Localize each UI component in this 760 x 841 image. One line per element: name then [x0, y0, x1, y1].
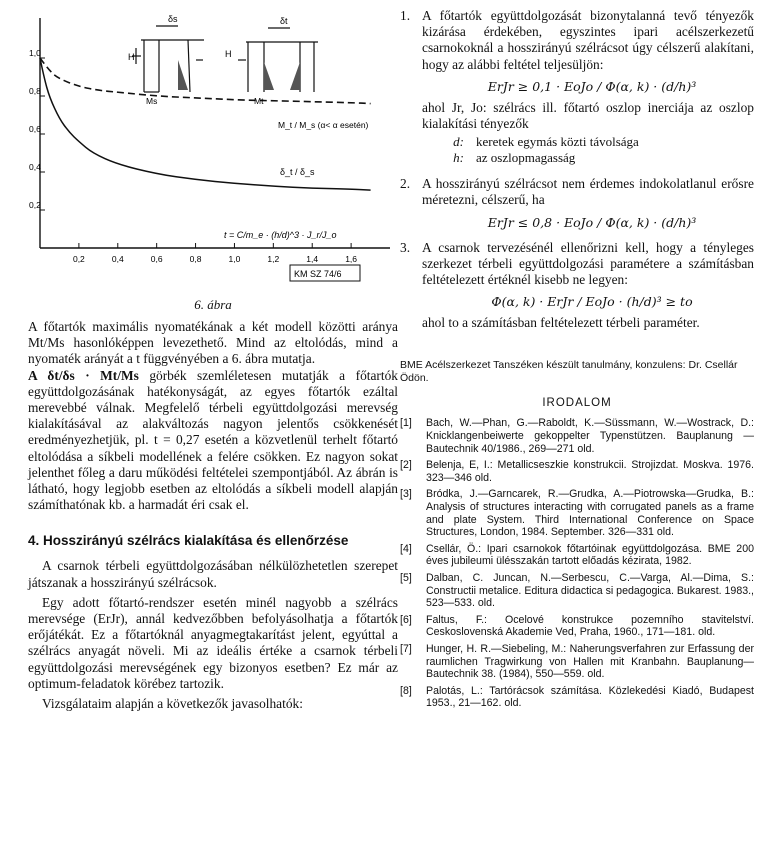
- item-1-number: 1.: [400, 8, 411, 23]
- frame-label-h2: H: [225, 49, 232, 59]
- frame-diagram-right: [238, 28, 318, 92]
- reference-number: [8]: [400, 684, 412, 697]
- item-2: [400, 176, 754, 208]
- paragraph-4: Egy adott főtartó-rendszer esetén minél nagyobb a szélrács merevsége (ErJr), annál kedvezőbben befolyásolhatja a főtartók erőjátékát. Ez a főtartóknál anyagmegtakarítást jelent, egyúttal a szélrács anyagát növeli. Mi az ideális értéke a csarnok térbeli együttdolgozási merevségének egy bizonyos esetben? Ez már az optimum-feladatok körébez tartozik.: [28, 594, 398, 691]
- reference-item: [400, 643, 754, 681]
- reference-item: [400, 543, 754, 568]
- y-tick-label: 0,2: [29, 200, 41, 210]
- y-tick-label: 0,4: [29, 162, 41, 172]
- x-tick-label: 0,8: [189, 254, 202, 264]
- y-tick-label: 1,0: [29, 48, 41, 58]
- y-tick-label: 0,6: [29, 124, 41, 134]
- x-tick-label: 0,4: [111, 254, 124, 264]
- solid-curve-label: δ_t / δ_s: [280, 167, 315, 177]
- paragraph-5: Vizsgálataim alapján a következők javasolhatók:: [42, 696, 303, 712]
- reference-text: Bródka, J.—Garncarek, R.—Grudka, A.—Piotrowska—Grudka, B.: Analysis of structures interacting with corrugated panels as a frame and plate System. Third International Conference on Space Structures, London, 1984. September. 326—331 old.: [426, 488, 754, 539]
- left-column: [28, 0, 398, 712]
- reference-number: [6]: [400, 613, 412, 626]
- legend-row-d: [400, 134, 754, 150]
- reference-item: [400, 417, 754, 455]
- reference-item: [400, 572, 754, 610]
- x-tick-label: 1,0: [228, 254, 241, 264]
- paragraph-1: A főtartók maximális nyomatékának a két modell közötti aránya Mt/Ms hasonlóképpen levezethető. Mind az eltolódás, mind a nyomaték arányát a t függvényében a 6. ábra mutatja.: [28, 319, 398, 367]
- item-1: [400, 8, 754, 73]
- formula-2: ErJr ≤ 0,8 · EoJo / Φ(α, k) · (d/h)³: [487, 214, 697, 230]
- series-line-mt-ms: [40, 58, 371, 104]
- reference-item: [400, 488, 754, 538]
- reference-text: Bach, W.—Phan, G.—Raboldt, K.—Süssmann, W.—Wostrack, D.: Knicklangenbeiwerte gekoppelter Typenstützen. Bauplanung — Bautechnik 40/1986., 269—271 old.: [426, 417, 754, 455]
- references-title: IRODALOM: [542, 397, 612, 410]
- acknowledgement: BME Acélszerkezet Tanszéken készült tanulmány, konzulens: Dr. Csellár Ödön.: [400, 359, 738, 385]
- x-tick-label: 1,4: [306, 254, 319, 264]
- reference-item: [400, 459, 754, 484]
- ahol-3: ahol to a számításban feltételezett térbeli paraméter.: [422, 315, 700, 331]
- paragraph-2-body: görbék szemléletesen mutatják a főtartók együttdolgozásának hatékonyságát, az egyes főtartók ezáltal merevebbé válnak. Megfelelő térbeli együttdolgozási merevség kialakításával az alakváltozás nagyon jelentős csökkenését eredményezhetjük, pl. t = 0,27 esetén a közvetlenül terhelt főtartó eltolódása a síkbeli modellének a felére csökken. Ez nagyon sokat jelenthet főleg a daru működési feltételei szempontjából. Az ábrán is látható, hogy legjobb esetben az eltolódás a síkbeli modell alapján számíthatónak kb. a harmadát éri csak el.: [28, 367, 398, 513]
- right-column: [400, 8, 754, 714]
- frame-label-dt: δt: [280, 16, 288, 26]
- ahol-1: ahol Jr, Jo: szélrács ill. főtartó oszlop inerciája az oszlop kialakítási tényezők: [422, 99, 754, 132]
- reference-number: [4]: [400, 542, 412, 555]
- reference-number: [7]: [400, 642, 412, 655]
- x-tick-label: 0,2: [72, 254, 85, 264]
- item-3-text: A csarnok tervezésénél ellenőrizni kell, hogy a tényleges szerkezet térbeli együttdolgozási paramétere a számításban feltételezett értéknél kisebb ne legyen:: [422, 239, 754, 288]
- paragraph-2: [28, 368, 398, 514]
- frame-label-mt: Mt: [254, 96, 264, 106]
- item-2-text: A hosszirányú szélrácsot nem érdemes indokolatlanul erősre méretezni, célszerű, ha: [422, 176, 754, 208]
- x-tick-label: 1,2: [267, 254, 280, 264]
- item-1-text: A főtartók együttdolgozását bizonytalanná tevő tényezők kizárása érdekében, egyszintes ipari acélszerkezetű csarnokoknál a hosszirányú szélrácsot úgy célszerű alakítani, hogy az alábbi feltétel teljesüljön:: [422, 8, 754, 72]
- legend-text: az oszlopmagasság: [476, 150, 576, 166]
- item-2-number: 2.: [400, 176, 411, 192]
- x-tick-label: 0,6: [150, 254, 163, 264]
- reference-text: Belenja, E, I.: Metallicseszkie konstrukcii. Strojizdat. Moskva. 1976. 323—346 old.: [426, 459, 754, 484]
- section-heading: 4. Hosszirányú szélrács kialakítása és ellenőrzése: [28, 533, 349, 549]
- reference-text: Hunger, H. R.—Siebeling, M.: Naherungsverfahren zur Erfassung der raumlichen Tragwirkung von Hallen mit Kranbahn. Bauplanung—Bautechnik 38. (1984), 550—559. old.: [426, 642, 754, 681]
- item-3: [400, 240, 754, 289]
- reference-item: [400, 685, 754, 710]
- frame-label-ms: Ms: [146, 96, 158, 106]
- legend-text: keretek egymás közti távolsága: [476, 134, 639, 150]
- legend-symbol: h:: [453, 150, 464, 166]
- x-tick-label: 1,6: [345, 254, 358, 264]
- figure-6-chart: [28, 0, 398, 290]
- references-list: [400, 417, 754, 709]
- frame-label-ds: δs: [168, 14, 178, 24]
- reference-text: Faltus, F.: Ocelové konstrukce pozemního stavitelství. Ceskoslovenská Akademie Ved, Praha, 1960., 171—181. old.: [426, 613, 754, 639]
- figure-caption: 6. ábra: [194, 297, 232, 312]
- x-axis-formula: t = C/m_e · (h/d)^3 · J_r/J_o: [224, 230, 337, 240]
- item-3-number: 3.: [400, 239, 411, 255]
- reference-item: [400, 614, 754, 639]
- reference-number: [2]: [400, 459, 412, 472]
- frame-diagram-left: [132, 26, 204, 92]
- x-ticks: [73, 243, 357, 264]
- reference-number: [5]: [400, 571, 412, 584]
- legend-list: [400, 134, 754, 166]
- dashed-curve-label: M_t / M_s (α< α esetén): [278, 120, 369, 130]
- legend-row-h: [400, 150, 754, 166]
- figure-stamp: KM SZ 74/6: [294, 269, 342, 279]
- paragraph-2-lead: A δt/δs · Mt/Ms: [28, 367, 139, 383]
- formula-1: ErJr ≥ 0,1 · EoJo / Φ(α, k) · (d/h)³: [487, 78, 697, 94]
- frame-label-h: H: [128, 52, 135, 62]
- reference-text: Palotás, L.: Tartórácsok számítása. Közlekedési Kiadó, Budapest 1953., 21—162. old.: [426, 684, 754, 710]
- paragraph-3: A csarnok térbeli együttdolgozásában nélkülözhetetlen szerepet játszanak a hosszirányú szélrácsok.: [28, 558, 398, 590]
- formula-3: Φ(α, k) · ErJr / EoJo · (h/d)³ ≥ to: [491, 294, 693, 310]
- reference-number: [3]: [400, 488, 412, 501]
- reference-number: [1]: [400, 417, 412, 430]
- reference-text: Csellár, Ö.: Ipari csarnokok főtartóinak együttdolgozása. BME 200 éves jubileumi ülésszakán tartott előadás kézirata, 1982.: [426, 542, 754, 568]
- legend-symbol: d:: [453, 134, 464, 150]
- y-tick-label: 0,8: [29, 86, 41, 96]
- reference-text: Dalban, C. Juncan, N.—Serbescu, C.—Varga, Al.—Dima, S.: Constructii metalice. Editura didactica si pedagogica. Bukarest. 1983., 523—533. old.: [426, 571, 754, 610]
